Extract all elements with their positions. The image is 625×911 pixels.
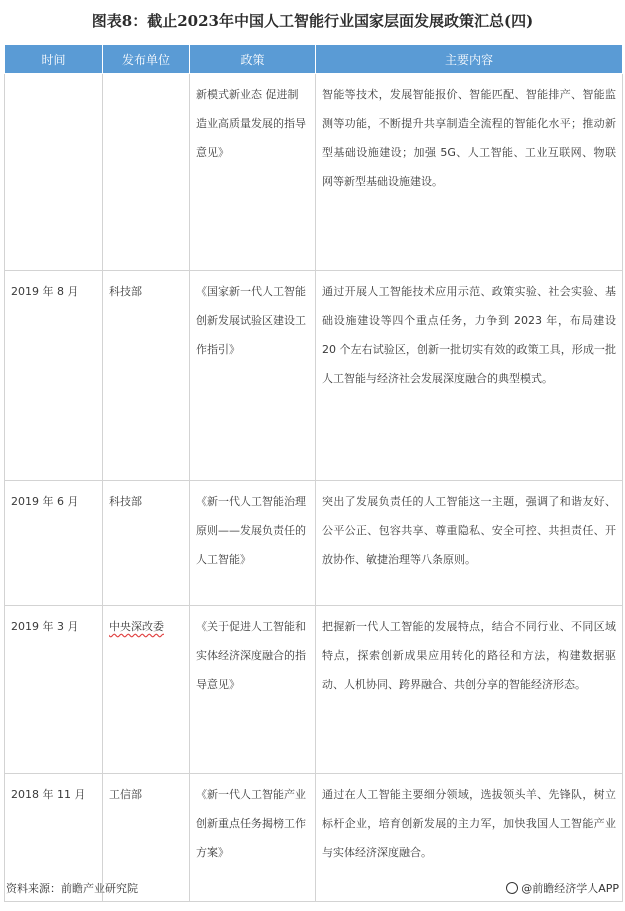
cell-policy: 《新一代人工智能产业创新重点任务揭榜工作方案》 <box>190 774 316 902</box>
brand-logo-icon <box>506 882 518 894</box>
cell-policy: 《国家新一代人工智能创新发展试验区建设工作指引》 <box>190 271 316 481</box>
cell-time: 2019 年 8 月 <box>5 271 103 481</box>
table-row <box>5 271 623 481</box>
table-row <box>5 481 623 606</box>
cell-policy: 新模式新业态 促进制造业高质量发展的指导意见》 <box>190 74 316 271</box>
cell-issuer <box>103 606 190 774</box>
header-time: 时间 <box>5 45 103 74</box>
cell-time: 2019 年 6 月 <box>5 481 103 606</box>
footer <box>6 880 619 898</box>
cell-policy: 《新一代人工智能治理原则——发展负责任的人工智能》 <box>190 481 316 606</box>
cell-time: 2019 年 3 月 <box>5 606 103 774</box>
cell-content: 智能等技术，发展智能报价、智能匹配、智能排产、智能监测等功能，不断提升共享制造全流程的智能化水平；推动新型基础设施建设；加强 5G、人工智能、工业互联网、物联网等新型基础设施建设。 <box>316 74 623 271</box>
brand-credit <box>506 880 619 896</box>
cell-issuer: 科技部 <box>103 271 190 481</box>
source-note: 资料来源：前瞻产业研究院 <box>6 882 138 895</box>
cell-time: 2018 年 11 月 <box>5 774 103 902</box>
chart-title: 图表8：截止2023年中国人工智能行业国家层面发展政策汇总(四) <box>91 12 534 30</box>
cell-content: 突出了发展负责任的人工智能这一主题，强调了和谐友好、公平公正、包容共享、尊重隐私、安全可控、共担责任、开放协作、敏捷治理等八条原则。 <box>316 481 623 606</box>
header-issuer: 发布单位 <box>103 45 190 74</box>
cell-policy: 《关于促进人工智能和实体经济深度融合的指导意见》 <box>190 606 316 774</box>
header-policy: 政策 <box>190 45 316 74</box>
table-row <box>5 606 623 774</box>
cell-time <box>5 74 103 271</box>
table-row <box>5 74 623 271</box>
cell-issuer <box>103 74 190 271</box>
issuer-text: 中央深改委 <box>109 620 164 633</box>
cell-content: 通过开展人工智能技术应用示范、政策实验、社会实验、基础设施建设等四个重点任务，力争到 2023 年，布局建设 20 个左右试验区，创新一批切实有效的政策工具，形成一批人工智能与经济社会发展深度融合的典型模式。 <box>316 271 623 481</box>
policy-table <box>4 44 623 902</box>
table-header-row <box>5 45 623 74</box>
cell-content: 通过在人工智能主要细分领域，选拔领头羊、先锋队，树立标杆企业，培育创新发展的主力军，加快我国人工智能产业与实体经济深度融合。 <box>316 774 623 902</box>
brand-text: @前瞻经济学人APP <box>521 882 619 895</box>
cell-content: 把握新一代人工智能的发展特点，结合不同行业、不同区域特点，探索创新成果应用转化的路径和方法，构建数据驱动、人机协同、跨界融合、共创分享的智能经济形态。 <box>316 606 623 774</box>
cell-issuer: 科技部 <box>103 481 190 606</box>
cell-issuer: 工信部 <box>103 774 190 902</box>
header-content: 主要内容 <box>316 45 623 74</box>
